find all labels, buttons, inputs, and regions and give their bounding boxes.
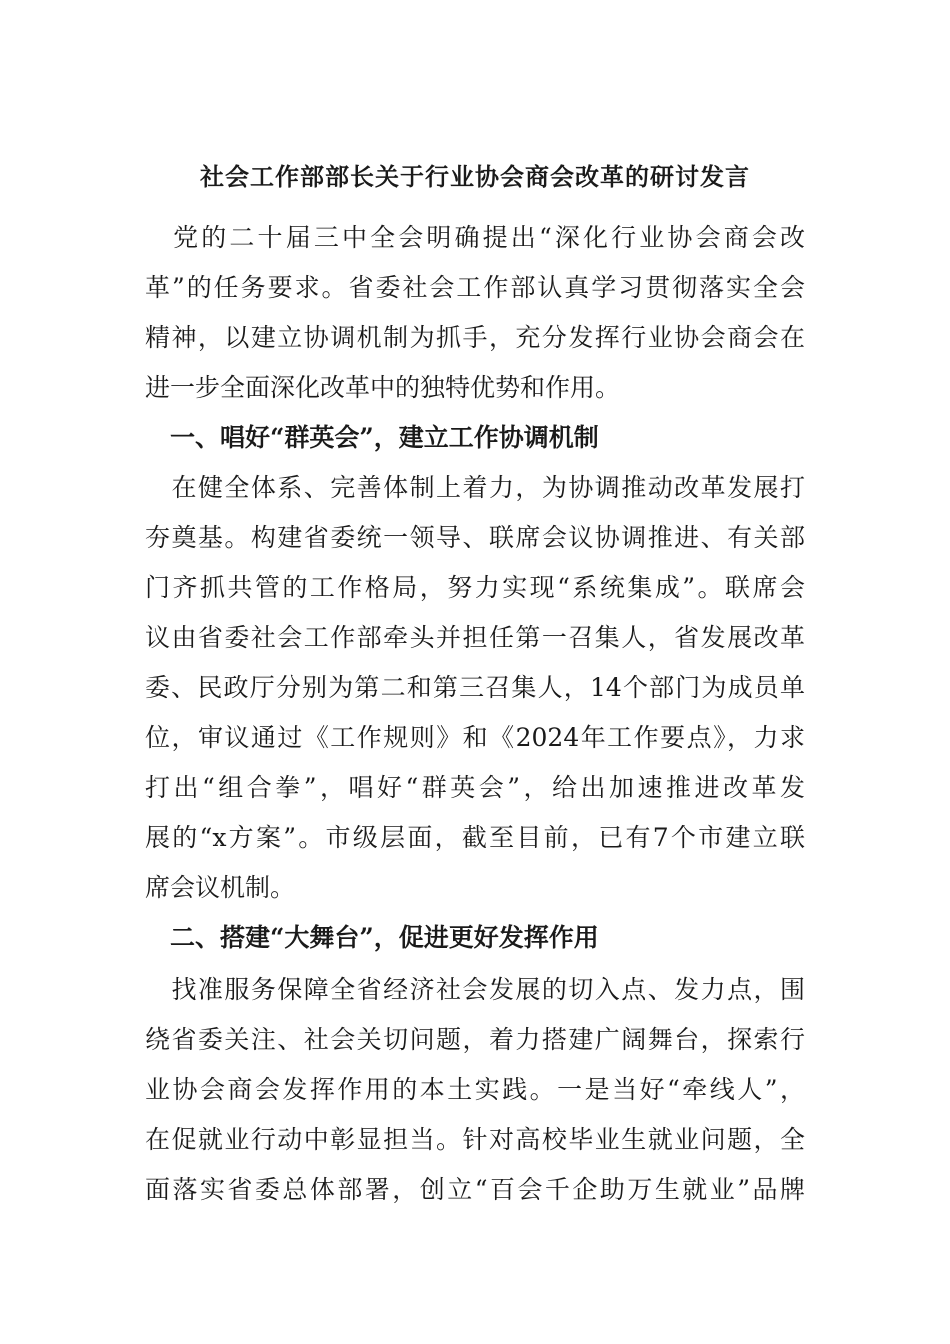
paragraph-line: 在促就业行动中彰显担当。针对高校毕业生就业问题，全 [145,1125,805,1154]
paragraph-line: 议由省委社会工作部牵头并担任第一召集人，省发展改革 [145,623,805,652]
paragraph-line: 位，审议通过《工作规则》和《2024年工作要点》，力求 [145,723,805,752]
paragraph-line: 打出“组合拳”，唱好“群英会”，给出加速推进改革发 [145,773,805,802]
paragraph-line: 席会议机制。 [145,873,296,902]
paragraph-line: 进一步全面深化改革中的独特优势和作用。 [145,373,621,402]
section-heading-2: 二、搭建“大舞台”，促进更好发挥作用 [145,923,599,952]
paragraph-line: 革”的任务要求。省委社会工作部认真学习贯彻落实全会 [145,273,805,302]
paragraph-line: 精神，以建立协调机制为抓手，充分发挥行业协会商会在 [145,323,805,352]
paragraph-line: 绕省委关注、社会关切问题，着力搭建广阔舞台，探索行 [145,1025,805,1054]
paragraph-line: 门齐抓共管的工作格局，努力实现“系统集成”。联席会 [145,573,805,602]
paragraph-line: 在健全体系、完善体制上着力，为协调推动改革发展打 [145,473,805,502]
paragraph-line: 找准服务保障全省经济社会发展的切入点、发力点，围 [145,975,805,1004]
paragraph-line: 展的“x方案”。市级层面，截至目前，已有7个市建立联 [145,823,805,852]
document-title: 社会工作部部长关于行业协会商会改革的研讨发言 [200,162,750,191]
paragraph-line: 委、民政厅分别为第二和第三召集人，14个部门为成员单 [145,673,805,702]
paragraph-line: 党的二十届三中全会明确提出“深化行业协会商会改 [145,223,805,252]
paragraph-line: 业协会商会发挥作用的本土实践。一是当好“牵线人”， [145,1075,805,1104]
paragraph-line: 面落实省委总体部署，创立“百会千企助万生就业”品牌 [145,1175,805,1204]
section-heading-1: 一、唱好“群英会”，建立工作协调机制 [145,423,599,452]
paragraph-line: 夯奠基。构建省委统一领导、联席会议协调推进、有关部 [145,523,805,552]
